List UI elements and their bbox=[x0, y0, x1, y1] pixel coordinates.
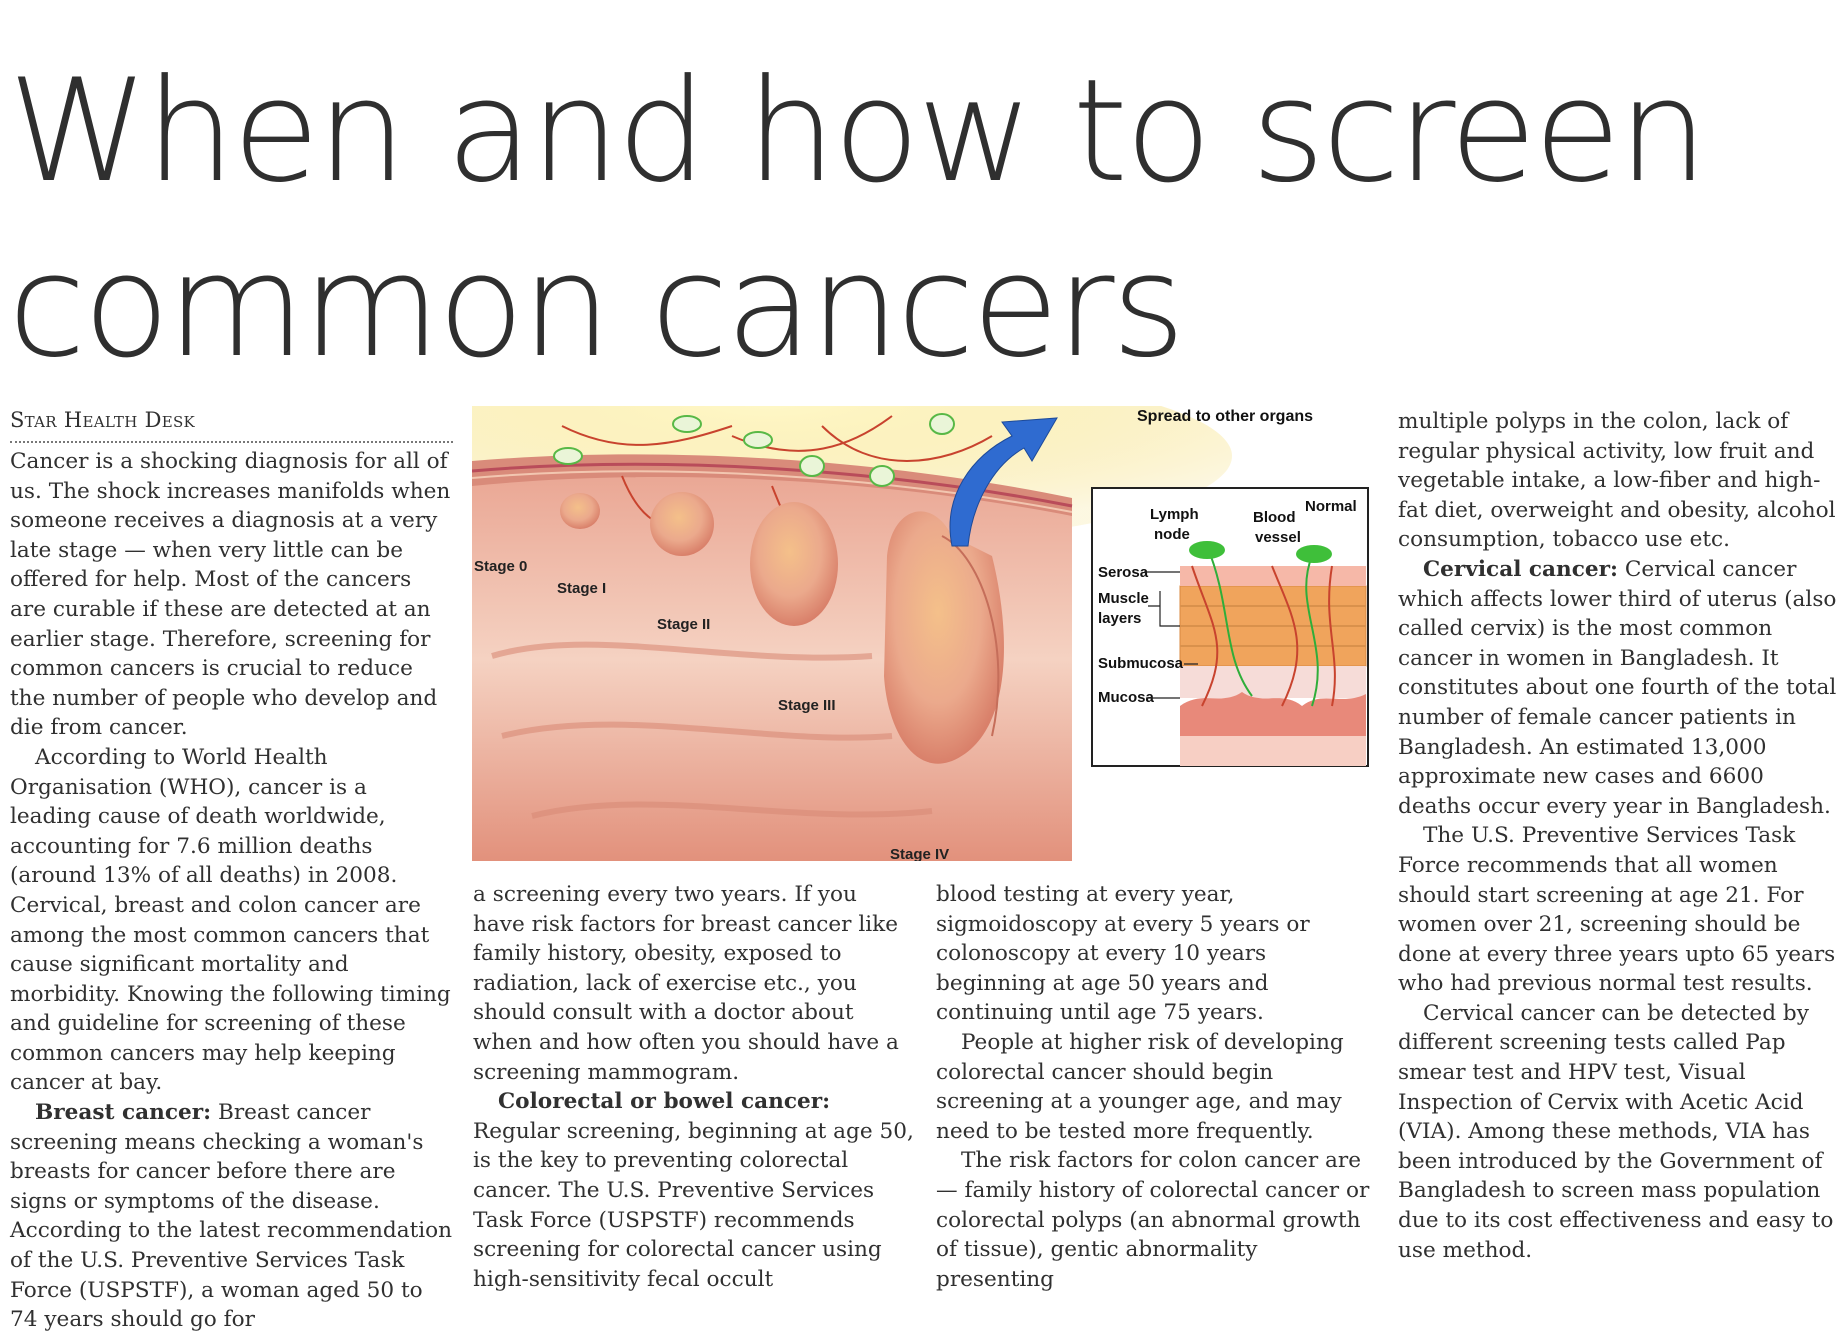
paragraph: Cancer is a shocking diagnosis for all of us. The shock increases manifolds when someone receives a diagnosis at a very late stage — when very little can be offered for help. Most of the cancers are curable if these are detected at an earlier stage. Therefore, screening for common cancers is crucial to reduce the number of people who develop and die from cancer. bbox=[10, 449, 451, 741]
paragraph bbox=[1398, 555, 1838, 821]
lymph-node-label-2: node bbox=[1154, 526, 1190, 543]
blood-vessel-label-1: Blood bbox=[1253, 509, 1296, 526]
colon-cancer-stages-illustration bbox=[472, 406, 1372, 861]
stage-label: Stage II bbox=[657, 616, 711, 633]
paragraph: Cervical cancer can be detected by different screening tests called Pap smear test and HPV test, Visual Inspection of Cervix with Acetic Acid (VIA). Among these methods, VIA has been introduced by the Government of Bangladesh to screen mass population due to its cost effectiveness and easy to use method. bbox=[1398, 1000, 1834, 1263]
headline-line-2: common cancers bbox=[8, 224, 1183, 389]
tumor-stage-1 bbox=[560, 493, 600, 529]
stage-label: Stage III bbox=[778, 697, 836, 714]
headline-line-1: When and how to screen bbox=[8, 49, 1706, 214]
section-lead: Breast cancer: bbox=[35, 1100, 212, 1126]
layer-label-mucosa: Mucosa bbox=[1098, 689, 1154, 706]
section-lead: Colorectal or bowel cancer: bbox=[498, 1089, 831, 1115]
paragraph: The risk factors for colon cancer are — family history of colorectal cancer or colorectal polyps (an abnormal growth of tissue), gentic abnormality presenting bbox=[936, 1148, 1370, 1292]
column-1 bbox=[10, 407, 453, 1335]
stage-label: Stage IV bbox=[890, 846, 950, 861]
paragraph: According to World Health Organisation (WHO), cancer is a leading cause of death worldwide, accounting for 7.6 million deaths (around 13% of all deaths) in 2008. Cervical, breast and colon cancer are among the most common cancers that cause significant mortality and morbidity. Knowing the following timing and guideline for screening of these common cancers may help keeping cancer at bay. bbox=[10, 744, 451, 1096]
tumor-stage-3 bbox=[750, 502, 838, 626]
paragraph-text: Cervical cancer which affects lower third of uterus (also called cervix) is the most common cancer in women in Bangladesh. It constitutes about one fourth of the total number of female cancer patients in Bangladesh. An estimated 13,000 approximate new cases and 6600 deaths occur every year in Bangladesh. bbox=[1398, 556, 1837, 819]
byline-divider bbox=[10, 441, 453, 443]
layer-label-muscle: Muscle bbox=[1098, 590, 1149, 607]
section-lead: Cervical cancer: bbox=[1423, 556, 1618, 582]
layer-label-serosa: Serosa bbox=[1098, 564, 1149, 581]
spread-label: Spread to other organs bbox=[1137, 408, 1314, 425]
layer-label-muscle-2: layers bbox=[1098, 610, 1142, 627]
stage-label: Stage I bbox=[557, 580, 607, 597]
paragraph: blood testing at every year, sigmoidoscopy at every 5 years or colonoscopy at every 10 years beginning at age 50 years and continuing until age 75 years. bbox=[936, 882, 1310, 1026]
tumor-stage-2 bbox=[650, 492, 714, 556]
paragraph bbox=[10, 1098, 453, 1335]
blood-vessel-label-2: vessel bbox=[1255, 529, 1301, 546]
column-4 bbox=[1398, 407, 1838, 1265]
paragraph: a screening every two years. If you have risk factors for breast cancer like family history, obesity, exposed to radiation, lack of exercise etc., you should consult with a doctor about when and how often you should have a screening mammogram. bbox=[473, 882, 899, 1085]
paragraph-text: Regular screening, beginning at age 50, is the key to preventing colorectal cancer. The U.S. Preventive Services Task Force (USPSTF) recommends screening for colorectal cancer using high-sensitivity fecal occult bbox=[473, 1118, 914, 1292]
column-3 bbox=[936, 880, 1376, 1294]
paragraph-text: Breast cancer screening means checking a woman's breasts for cancer before there are signs or symptoms of the disease. According to the latest recommendation of the U.S. Preventive Services Task Force (USPSTF), a woman aged 50 to 74 years should go for bbox=[10, 1100, 453, 1333]
stage-label: Stage 0 bbox=[474, 558, 528, 575]
paragraph bbox=[473, 1087, 915, 1294]
headline bbox=[8, 44, 1705, 394]
paragraph: People at higher risk of developing colorectal cancer should begin screening at a younger age, and may need to be tested more frequently. bbox=[936, 1029, 1344, 1144]
column-2 bbox=[473, 880, 915, 1294]
lymph-node-label-1: Lymph bbox=[1150, 506, 1199, 523]
inset-title: Normal bbox=[1305, 498, 1357, 515]
layer-label-submucosa: Submucosa bbox=[1098, 655, 1184, 672]
paragraph: multiple polyps in the colon, lack of regular physical activity, low fruit and vegetable intake, a low-fiber and high-fat diet, overweight and obesity, alcohol consumption, tobacco use etc. bbox=[1398, 409, 1836, 553]
normal-wall-inset bbox=[1092, 488, 1368, 766]
byline: Star Health Desk bbox=[10, 408, 196, 432]
paragraph: The U.S. Preventive Services Task Force recommends that all women should start screening at age 21. For women over 21, screening should be done at every three years upto 65 years who had previous normal test results. bbox=[1398, 823, 1836, 997]
